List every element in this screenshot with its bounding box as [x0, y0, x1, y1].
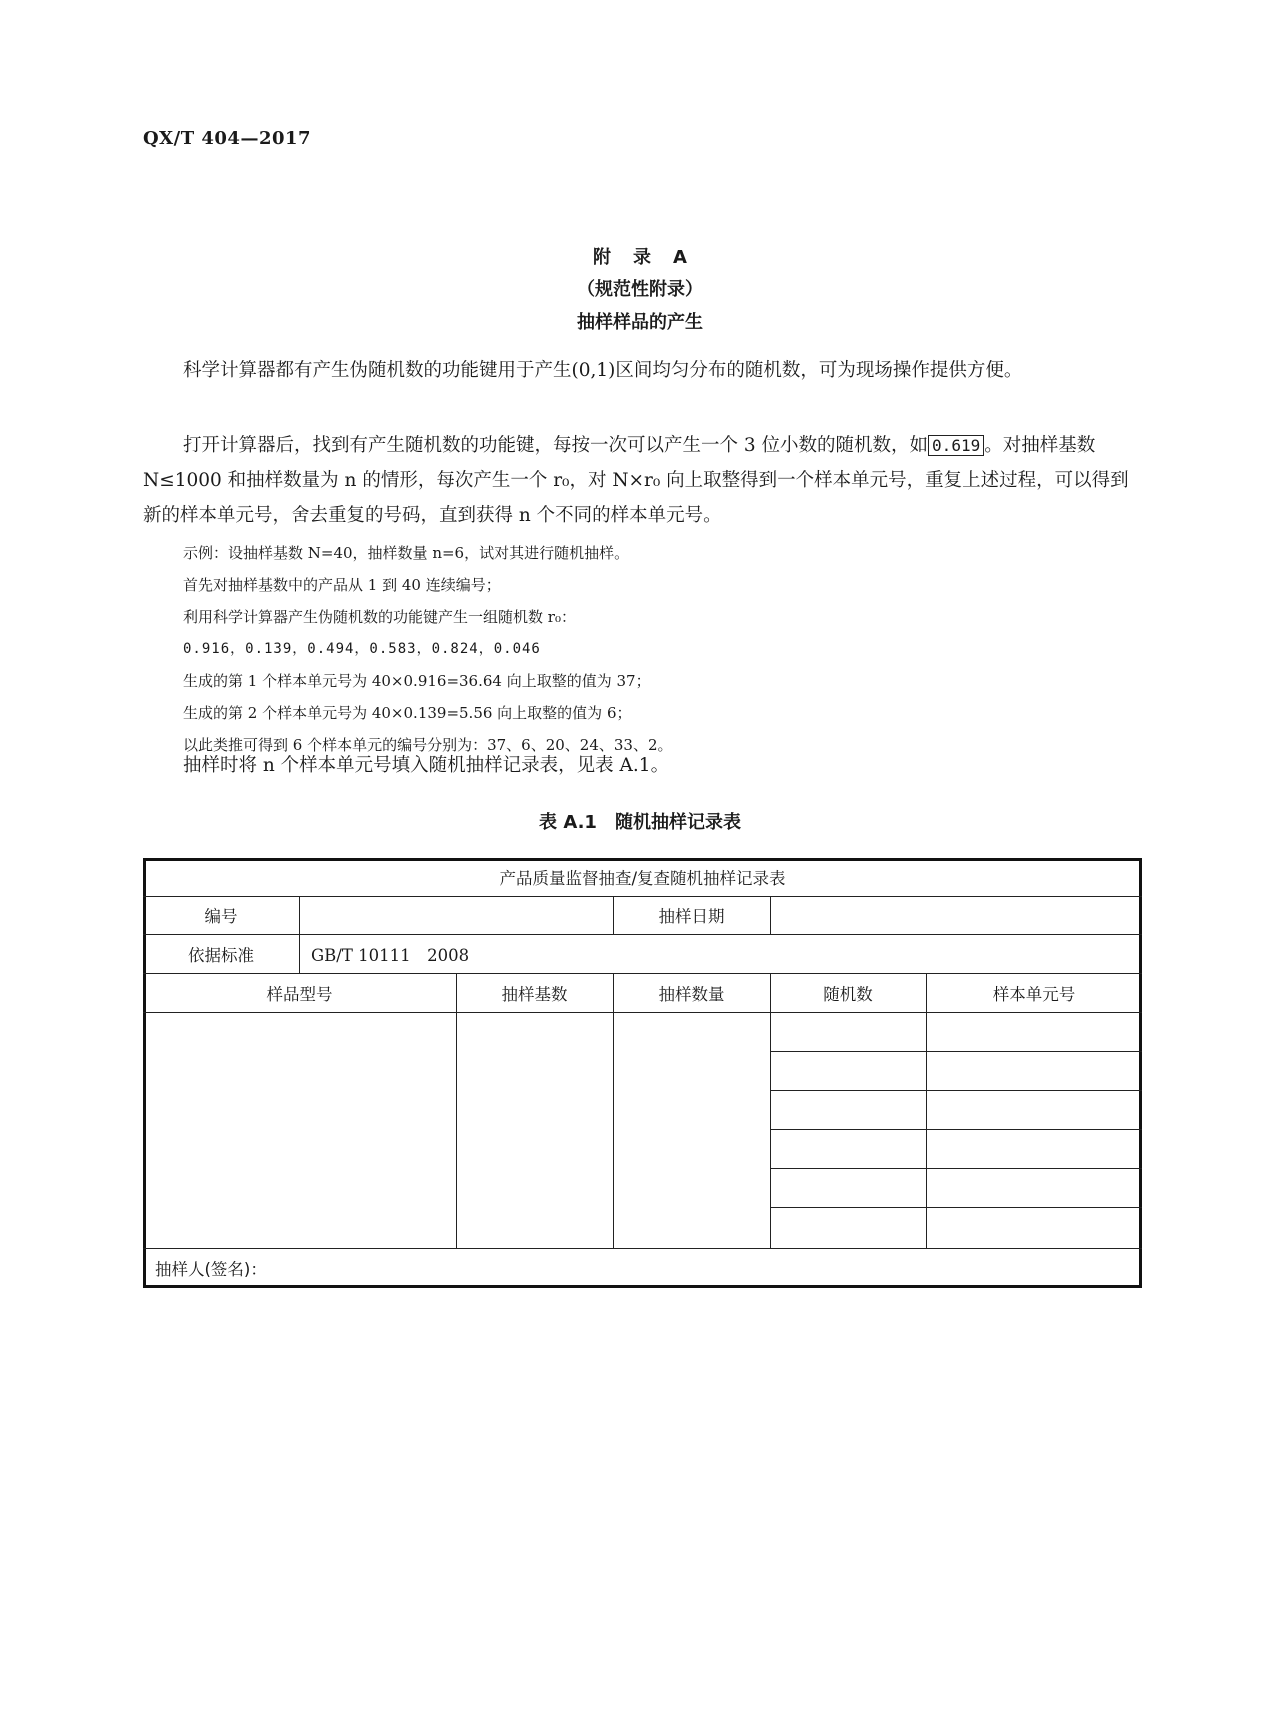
column-divider [613, 973, 614, 1248]
annex-title: 抽样样品的产生 [577, 312, 703, 333]
column-header-sampling-quantity: 抽样数量 [658, 984, 725, 1004]
example-line: 利用科学计算器产生伪随机数的功能键产生一组随机数 r₀： [183, 608, 576, 626]
paragraph-procedure [143, 428, 1143, 533]
label-standard: 依据标准 [188, 945, 254, 965]
example-line: 首先对抽样基数中的产品从 1 到 40 连续编号； [183, 576, 501, 594]
example-line: 生成的第 2 个样本单元号为 40×0.139=5.56 向上取整的值为 6； [183, 704, 632, 722]
column-header-sample-unit-number: 样本单元号 [992, 984, 1076, 1004]
standard-value: GB/T 10111 2008 [311, 945, 470, 965]
row-divider [770, 1051, 1142, 1052]
row-divider [770, 1207, 1142, 1208]
column-divider [770, 896, 771, 935]
example-line: 示例：设抽样基数 N=40，抽样数量 n=6，试对其进行随机抽样。 [183, 544, 630, 562]
annex-label: 附录A [593, 247, 709, 268]
table-caption: 表 A.1 随机抽样记录表 [539, 812, 741, 833]
column-header-sample-model: 样品型号 [266, 984, 333, 1004]
row-divider [770, 1168, 1142, 1169]
paragraph-table-reference: 抽样时将 n 个样本单元号填入随机抽样记录表，见表 A.1。 [183, 755, 670, 776]
row-divider [770, 1129, 1142, 1130]
row-divider [143, 1012, 1142, 1013]
procedure-text-start: 打开计算器后，找到有产生随机数的功能键，每按一次可以产生一个 3 位小数的随机数，如 [183, 435, 929, 456]
label-number: 编号 [204, 907, 238, 926]
table-heading: 产品质量监督抽查/复查随机抽样记录表 [499, 869, 786, 888]
column-header-random-number: 随机数 [823, 984, 873, 1004]
example-line: 生成的第 1 个样本单元号为 40×0.916=36.64 向上取整的值为 37； [183, 672, 651, 690]
label-sampling-date: 抽样日期 [658, 907, 725, 926]
example-random-values: 0.916，0.139，0.494，0.583，0.824，0.046 [183, 641, 541, 657]
annex-type: （规范性附录） [577, 279, 703, 300]
column-divider [926, 973, 927, 1248]
column-divider [456, 973, 457, 1248]
procedure-text-end: 。对抽样基数 N≤1000 和抽样数量为 n 的情形，每次产生一个 r₀，对 N×r₀ 向上取整得到一个样本单元号，重复上述过程，可以得到新的样本单元号，舍去重复的号码，直到获得 n 个不同的样本单元号。 [143, 435, 1129, 526]
row-divider [770, 1090, 1142, 1091]
paragraph-intro: 科学计算器都有产生伪随机数的功能键用于产生(0,1)区间均匀分布的随机数，可为现场操作提供方便。 [183, 360, 1023, 381]
sampling-record-table [143, 858, 1142, 1288]
document-code: QX/T 404—2017 [143, 128, 312, 149]
boxed-example-value: 0.619 [928, 435, 984, 456]
example-line: 以此类推可得到 6 个样本单元的编号分别为：37、6、20、24、33、2。 [183, 736, 673, 754]
column-header-sampling-base: 抽样基数 [501, 984, 568, 1004]
column-divider [770, 973, 771, 1248]
sampler-signature-label: 抽样人(签名)： [155, 1260, 267, 1279]
